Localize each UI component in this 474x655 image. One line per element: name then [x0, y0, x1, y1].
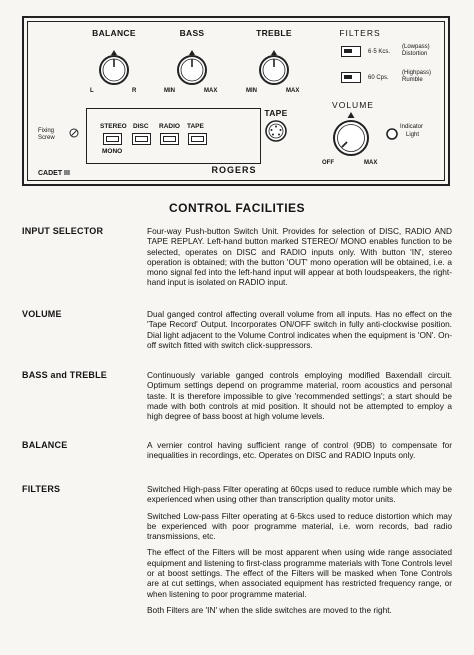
volume-label: VOLUME	[332, 100, 374, 110]
section-body-balance	[147, 440, 452, 467]
lowpass-filter-switch[interactable]	[341, 46, 361, 57]
highpass-desc-label-1: (Highpass)	[402, 70, 432, 76]
page-title: CONTROL FACILITIES	[168, 201, 306, 215]
section-title-filters: FILTERS	[22, 484, 61, 494]
fixing-screw-label-2: Screw	[38, 135, 55, 141]
section-title-input-selector: INPUT SELECTOR	[22, 226, 104, 236]
section-body-volume	[147, 309, 452, 356]
lowpass-freq-label: 6·5 Kcs.	[368, 49, 391, 55]
balance-label: BALANCE	[92, 28, 136, 38]
highpass-filter-switch[interactable]	[341, 72, 361, 83]
balance-right-label: R	[132, 88, 137, 94]
bass-label: BASS	[179, 28, 205, 38]
highpass-freq-label: 60 Cps.	[368, 75, 389, 81]
section-body-filters	[147, 484, 452, 621]
section-body-input-selector	[147, 226, 452, 294]
input-selector-unit	[86, 108, 261, 164]
section-title-balance: BALANCE	[22, 440, 68, 450]
indicator-light-icon	[386, 128, 398, 140]
tape-socket-label: TAPE	[264, 108, 288, 118]
stereo-mono-button[interactable]	[103, 133, 122, 145]
disc-button[interactable]	[132, 133, 151, 145]
treble-knob[interactable]	[256, 50, 292, 86]
section-paragraph: A vernier control having sufficient range of control (9DB) to compensate for inequalities in recordings, etc. Operates on DISC and RADIO Inputs only.	[147, 440, 452, 461]
selector-label-stereo: STEREO	[100, 123, 127, 130]
model-label: CADET III	[38, 170, 70, 177]
fixing-screw-icon	[69, 128, 79, 138]
volume-off-label: OFF	[322, 160, 334, 166]
selector-label-disc: DISC	[133, 123, 149, 130]
treble-min-label: MIN	[246, 88, 257, 94]
fixing-screw-label-1: Fixing	[38, 128, 55, 134]
lowpass-desc-label-2: Distortion	[402, 51, 428, 57]
section-paragraph: Both Filters are 'IN' when the slide switches are moved to the right.	[147, 604, 392, 615]
brand-label: ROGERS	[211, 165, 257, 175]
bass-knob[interactable]	[174, 50, 210, 86]
highpass-desc-label-2: Rumble	[402, 77, 423, 83]
section-title-bass-treble: BASS and TREBLE	[22, 370, 108, 380]
mono-label: MONO	[102, 148, 123, 155]
indicator-light-label-1: Indicator	[400, 124, 424, 130]
filters-label: FILTERS	[339, 28, 381, 38]
indicator-light-label-2: Light	[406, 132, 420, 138]
balance-knob[interactable]	[96, 50, 132, 86]
section-paragraph: Four-way Push-button Switch Unit. Provides for selection of DISC, RADIO AND TAPE REPLAY. Left-hand button marked STEREO/ MONO enables function to be selected, operates on DISC and RADIO inputs only. With button 'IN', stereo operation is obtained; with the button 'OUT' mono operation will be obtained, i.e. a mono signal fed into the left-hand input will appear at both loudspeakers, the right-hand input is isolated on RADIO input.	[147, 226, 452, 288]
section-paragraph: Switched Low-pass Filter operating at 6·5kcs used to reduce distortion which may be experienced with poor programme material, i.e. worn records, bad radio transmissions, etc.	[147, 510, 452, 542]
section-paragraph: Dual ganged control affecting overall volume from all inputs. Has no effect on the 'Tape Record' Output. Incorporates ON/OFF switch in fully anti-clockwise position. Dial light adjacent to the Volume Control indicates when the equipment is 'ON'. On-off switch fitted with switch click-suppressors.	[147, 309, 452, 350]
section-paragraph: The effect of the Filters will be most apparent when using wide range associated equipment and listening to first-class programme materials with Tone Controls level or at boost settings. The effect of the Filters will be masked when Tone Controls are at cut settings, when associated equipment has restricted frequency range, or when listening to poor programme material.	[147, 547, 452, 599]
selector-label-tape: TAPE	[187, 123, 204, 130]
radio-button[interactable]	[160, 133, 179, 145]
section-paragraph: Continuously variable ganged controls employing modified Baxendall circuit. Optimum settings depend on programme material, room acoustics and personal taste. It is therefore impossible to give 'recommended settings'; a start should be made with both controls at mid position. It should not be attempted to employ a high degree of bass boost at high volume levels.	[147, 370, 452, 422]
section-paragraph: Switched High-pass Filter operating at 60cps used to reduce rumble which may be experienced when using other than transcription quality motor units.	[147, 484, 452, 505]
volume-max-label: MAX	[364, 160, 378, 166]
treble-label: TREBLE	[256, 28, 292, 38]
volume-knob[interactable]	[329, 112, 373, 158]
lowpass-desc-label-1: (Lowpass)	[402, 44, 430, 50]
bass-min-label: MIN	[164, 88, 175, 94]
section-title-volume: VOLUME	[22, 309, 62, 319]
selector-label-radio: RADIO	[159, 123, 180, 130]
tape-button[interactable]	[188, 133, 207, 145]
treble-max-label: MAX	[286, 88, 300, 94]
tape-socket-icon	[265, 120, 287, 142]
control-panel-diagram	[22, 16, 450, 186]
bass-max-label: MAX	[204, 88, 218, 94]
section-body-bass-treble	[147, 370, 452, 427]
balance-left-label: L	[90, 88, 94, 94]
